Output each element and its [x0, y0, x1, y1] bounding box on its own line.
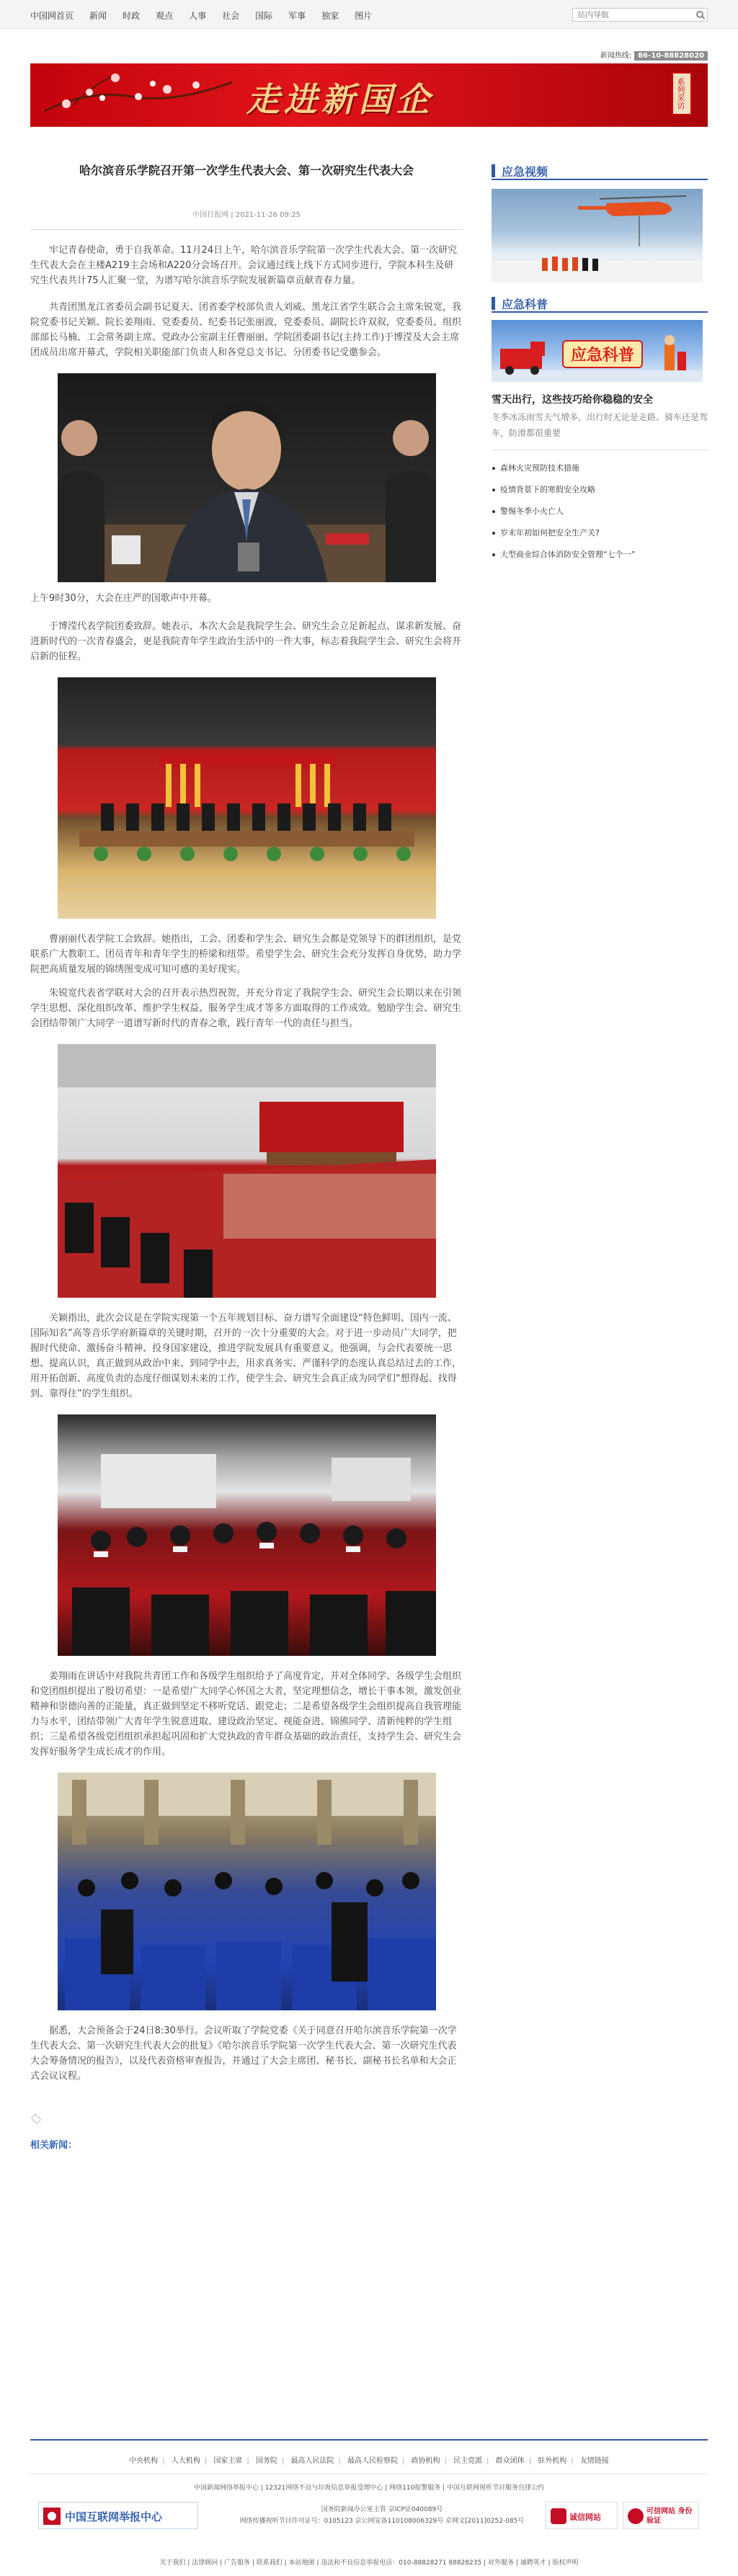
nav-item-personnel[interactable]: 人事	[189, 11, 207, 21]
emergency-video-title[interactable]: 应急视频	[502, 165, 548, 179]
article-paragraph: 据悉，大会预备会于24日8:30举行。会议听取了学院党委《关于同意召开哈尔滨音乐学院第一次学生代表大会、第一次研究生代表大会的批复》《哈尔滨音乐学院第一次学生代表大会、第一次研究生代表大会筹备情况的报告》，以及代表资格审查报告，并通过了大会主席团、秘书长、副秘书长名单和大会正式会议议程。	[30, 2025, 457, 2082]
hotline-number: 86-10-88828020	[634, 51, 708, 61]
article-photo-stage	[58, 677, 436, 919]
article-paragraph: 牢记青春使命，勇于自我革命。11月24日上午，哈尔滨音乐学院第一次学生代表大会、第一次研究生代表大会在主楼A219主会场和A220分会场召开。会议通过线上线下方式同步进行，学院本科生及研究生代表共计75人汇聚一堂，为谱写哈尔滨音乐学院发展新篇章贡献青春力量。	[30, 245, 458, 286]
list-item[interactable]: 森林火灾预防技术措施	[492, 458, 708, 479]
audience-photo-scene	[58, 1414, 436, 1656]
footer-link[interactable]: 政协机构	[411, 2457, 440, 2465]
safety-headline-summary: 冬季冰冻雨雪天气增多，出行时无论是走路、骑车还是驾车，防滑都很重要	[492, 412, 708, 438]
helicopter-rescue-scene	[492, 189, 703, 282]
emergency-science-title[interactable]: 应急科普	[502, 298, 548, 311]
nav-item-news[interactable]: 新闻	[89, 11, 107, 21]
article-photo-speaker	[58, 373, 436, 582]
top-nav-bar	[0, 0, 738, 29]
banner-title: 走进新国企	[246, 80, 434, 119]
nav-item-military[interactable]: 军事	[288, 11, 306, 21]
trusted-site-badge[interactable]	[546, 2502, 618, 2529]
section-marker	[492, 164, 495, 177]
article-paragraph: 于博滢代表学院团委致辞。她表示，本次大会是我院学生会、研究生会立足新起点、谋求新发展、奋进新时代的一次青春盛会，更是我院青年学生政治生活中的一件大事，标志着我院学生会、研究生会将开启新的征程。	[30, 621, 462, 662]
emergency-video-header	[492, 161, 708, 180]
nav-item-society[interactable]: 社会	[222, 11, 240, 21]
nav-item-home[interactable]: 中国网首页	[30, 11, 74, 21]
hotline-row	[30, 29, 708, 63]
footer-link[interactable]: 国家主席	[213, 2457, 243, 2465]
footer-link[interactable]: 友情链接	[579, 2457, 609, 2465]
article-photo-blue-seats	[58, 1773, 436, 2010]
nav-item-international[interactable]: 国际	[255, 11, 273, 21]
footer-link[interactable]: 驻外机构	[538, 2457, 567, 2465]
footer-links: 中央机构 | 人大机构 | 国家主席 | 国务院 | 最高人民法院 | 最高人民检察院 | 政协机构 | 民主党派 | 群众团体 | 驻外机构 | 友情链接	[129, 2457, 609, 2465]
tag-row	[30, 2114, 463, 2127]
speaker-photo-scene	[58, 373, 436, 582]
article-paragraph: 姜翔雨在讲话中对我院共青团工作和各级学生组织给予了高度肯定，并对全体同学、各级学生会组织和党团组织提出了殷切希望：一是希望广大同学心怀国之大者，坚定理想信念，增长干事本领，激发创业精神和崇德向善的正能量，真正做到坚定不移听党话、跟党走；二是希望各级学生会组织提高自我管理能力与水平，团结带领广大青年学生锐意进取、建设政治坚定、视能奋进、锦熊同学、清新纯粹的学生组织；三是希望各级党团组织承担起巩固和扩大党执政的青年群众基础的政治责任，支持学生会、研究生会发挥好服务学生成长成才的作用。	[30, 1671, 462, 1757]
article-paragraph: 关颖指出，此次会议是在学院实现第一个五年规划目标、奋力谱写全面建设“特色鲜明、国内一流、国际知名”高等音乐学府新篇章的关键时期，召开的一次十分重要的大会。对于进一步动员广大同学，把握时代使命、激扬奋斗精神、投身国家建设，推进学院发展具有重要意义。他强调，与会代表要统一思想、提高认识，真正做到从政治中来、到同学中去，用求真务实、严谨科学的态度认真总结过去的工作，用开拓创新、高度负责的态度仔细谋划未来的工作，使学生会、研究生会真正成为同学们“想得起、找得到、靠得住”的学生组织。	[30, 1313, 462, 1399]
stage-photo-scene	[58, 677, 436, 919]
section-marker	[492, 297, 495, 310]
nav-item-photos[interactable]: 图片	[355, 11, 373, 21]
site-footer	[0, 2439, 738, 2576]
verified-site-badge[interactable]	[623, 2502, 699, 2529]
hotline-label: 新闻热线:	[600, 52, 632, 60]
related-news-label: 相关新闻：	[30, 2140, 78, 2151]
article	[30, 161, 463, 2151]
footer-link[interactable]: 中央机构	[129, 2457, 159, 2465]
verified-site-label: 可信网站 身份验证	[646, 2508, 693, 2525]
site-search	[572, 8, 708, 22]
trusted-site-icon	[551, 2508, 566, 2524]
footer-license-info	[231, 2504, 533, 2527]
article-paragraph: 曹丽丽代表学院工会致辞。她指出，工会、团委和学生会、研究生会都是党领导下的群团组织，是党联系广大教职工、团员青年和青年学生的桥梁和纽带。希望学生会、研究生会充分发挥自身优势，助力学院把高质量发展的锦绣图变成可知可感的美好现实。	[30, 934, 462, 975]
footer-link[interactable]: 群众团体	[495, 2457, 525, 2465]
search-icon[interactable]	[696, 11, 703, 18]
sidebar	[492, 161, 708, 566]
article-title: 哈尔滨音乐学院召开第一次学生代表大会、第一次研究生代表大会	[79, 164, 414, 177]
photo-caption: 上午9时30分，大会在庄严的国歌声中开幕。	[30, 593, 217, 604]
emergency-science-banner[interactable]	[492, 320, 703, 382]
blue-seats-photo-scene	[58, 1773, 436, 2010]
footer-link[interactable]: 民主党派	[453, 2457, 483, 2465]
nav-item-opinion[interactable]: 观点	[156, 11, 174, 21]
safety-headline[interactable]: 雪天出行，这些技巧给你稳稳的安全	[492, 394, 653, 406]
nav-item-exclusive[interactable]: 独家	[321, 11, 339, 21]
nav-item-politics[interactable]: 时政	[123, 11, 141, 21]
article-photo-audience	[58, 1414, 436, 1656]
emergency-video-thumbnail[interactable]	[492, 189, 703, 282]
list-item[interactable]: 疫情背景下的寒假安全攻略	[492, 479, 708, 501]
safety-article-list	[492, 458, 708, 566]
article-paragraph: 朱锐宽代表省学联对大会的召开表示热烈祝贺，并充分肯定了我院学生会、研究生会长期以来在引领学生思想、深化组织改革、维护学生权益、服务学生成才等多方面取得的工作成效。勉励学生会、研究生会团结带领广大同学一道谱写新时代的青春之歌，践行青年一代的责任与担当。	[30, 988, 462, 1029]
verified-site-icon	[628, 2508, 644, 2524]
footer-bottom-links[interactable]: 关于我们 | 法律顾问 | 广告服务 | 联系我们 | 本站地图 | 违法和不良信息举报电话：010-88828271 88828235 | 对外服务 | 诚聘英才 | 版权声明	[159, 2559, 579, 2567]
tag-icon	[31, 2113, 42, 2124]
footer-link[interactable]: 最高人民检察院	[347, 2457, 398, 2465]
banner-seal: 系列采访	[672, 72, 692, 115]
report-center-label: 中国互联网举报中心	[65, 2510, 163, 2523]
search-input[interactable]	[573, 9, 688, 21]
list-item[interactable]: 警惕冬季小火亡人	[492, 501, 708, 522]
report-center-logo-icon	[43, 2508, 61, 2525]
footer-link[interactable]: 最高人民法院	[290, 2457, 334, 2465]
list-item[interactable]: 岁末年初如何把安全生产关?	[492, 522, 708, 544]
list-item[interactable]: 大型商业综合体消防安全管理“七个一”	[492, 544, 708, 566]
article-paragraph: 共青团黑龙江省委员会副书记夏天、团省委学校部负责人刘威、黑龙江省学生联合会主席朱锐宽，我院党委书记关颖、院长姜翔雨、党委委员、纪委书记张丽波，党委委员、副院长许双叙，党委委员、组织部部长马楠、工会常务副主席、党政办公室副主任曹丽丽、学院团委副书记(主持工作)于博滢及大会主席团成员出席开幕式，学院相关职能部门负责人和各党总支书记、分团委书记受邀参会。	[30, 302, 462, 358]
main-nav	[30, 9, 372, 22]
article-photo-hall	[58, 1044, 436, 1298]
article-divider	[30, 229, 463, 230]
report-center-badge[interactable]	[38, 2502, 198, 2529]
plum-blossom-decoration	[45, 68, 232, 122]
license-line: 国务院新闻办公室主管 京ICP证040089号	[321, 2506, 443, 2513]
article-meta: 中国日报网 | 2021-11-26 09:25	[192, 211, 301, 219]
footer-divider	[30, 2439, 708, 2441]
news-hotline	[600, 49, 708, 61]
campaign-banner[interactable]	[30, 63, 708, 127]
footer-link[interactable]: 国务院	[255, 2457, 277, 2465]
footer-report-links[interactable]: 中国新闻网络举报中心 | 12321网络不良与垃圾信息举报受理中心 | 网络110报警服务 | 中国互联网视听节目服务自律公约	[193, 2484, 545, 2492]
hall-photo-scene	[58, 1044, 436, 1298]
footer-link[interactable]: 人大机构	[171, 2457, 200, 2465]
emergency-science-header	[492, 294, 708, 313]
license-line: 网络传播视听节目许可证号：0105123 京公网安备110108006329号 京网文[2011]0252-085号	[239, 2518, 525, 2525]
trusted-site-label: 诚信网站	[569, 2513, 601, 2522]
science-banner-text: 应急科普	[562, 340, 643, 368]
